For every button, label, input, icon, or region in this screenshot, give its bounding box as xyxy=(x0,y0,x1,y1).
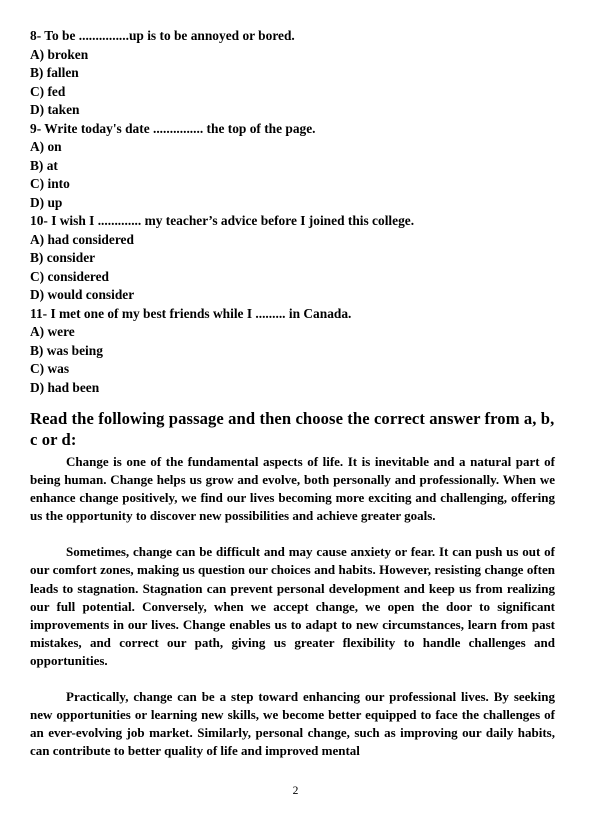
answer-option: A) broken xyxy=(30,46,89,62)
question-stem: 10- I wish I ............. my teacher’s advice before I joined this college. xyxy=(30,213,415,228)
question-block-9 xyxy=(30,120,555,213)
answer-option: A) on xyxy=(30,139,62,154)
answer-option: D) would consider xyxy=(30,287,135,302)
question-block-8 xyxy=(30,27,555,120)
question-block-11 xyxy=(30,305,555,398)
answer-option: B) fallen xyxy=(30,65,79,80)
answer-option: A) were xyxy=(30,324,75,339)
answer-option: C) was xyxy=(30,361,70,376)
question-stem: 11- I met one of my best friends while I ......... in Canada. xyxy=(30,305,352,321)
answer-option: D) had been xyxy=(30,379,100,395)
passage-paragraph: Sometimes, change can be difficult and may cause anxiety or fear. It can push us out of our comfort zones, making us question our choices and habits. However, resisting change often leads to stagnation. Stagnation can prevent personal development and keep us from realizing our full potential. Conversely, when we accept change, we open the door to significant improvements in our lives. Change enables us to adapt to new circumstances, learn from past mistakes, and correct our path, giving us greater flexibility to handle challenges and opportunities. xyxy=(30,544,555,668)
answer-option: B) was being xyxy=(30,342,103,358)
question-block-10 xyxy=(30,212,555,305)
question-stem: 9- Write today's date ............... the top of the page. xyxy=(30,120,316,136)
page-number: 2 xyxy=(292,785,299,797)
question-stem: 8- To be ...............up is to be annoyed or bored. xyxy=(30,28,295,43)
passage-paragraph: Practically, change can be a step toward enhancing our professional lives. By seeking new opportunities or learning new skills, we become better equipped to face the challenges of an ever-evolving job market. Similarly, personal change, such as improving our daily habits, can contribute to better quality of life and improved mental xyxy=(30,689,555,759)
answer-option: C) into xyxy=(30,176,70,191)
answer-option: D) up xyxy=(30,194,63,210)
answer-option: A) had considered xyxy=(30,231,134,247)
page-content xyxy=(30,27,555,760)
reading-heading: Read the following passage and then choose the correct answer from a, b, c or d: xyxy=(30,409,555,449)
answer-option: B) consider xyxy=(30,250,96,265)
passage-paragraph: Change is one of the fundamental aspects of life. It is inevitable and a natural part of being human. Change helps us grow and evolve, both personally and professionally. When we enhance change positively, we find our lives becoming more exciting and challenging, offering us the opportunity to discover new possibilities and achieve greater goals. xyxy=(30,454,555,524)
answer-option: B) at xyxy=(30,157,58,173)
answer-option: D) taken xyxy=(30,102,80,117)
answer-option: C) considered xyxy=(30,268,109,284)
answer-option: C) fed xyxy=(30,83,66,99)
